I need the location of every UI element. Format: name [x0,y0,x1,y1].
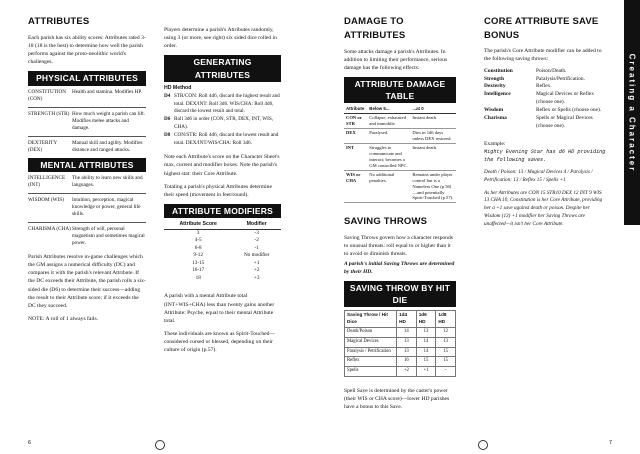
mods-row [164,229,281,237]
attribute-description: Strength of will, personal magnetism and sometimes magical power. [72,226,145,247]
damage-row-cell: Struggles to communicate and interact; becomes a GM controlled NPC. [367,143,410,170]
damage-row [344,170,456,203]
mods-header: Attribute Score [164,221,232,229]
divider [28,222,146,223]
core-save-attribute: Charisma [484,114,507,121]
hit-header: 1d6 HD [416,311,436,328]
core-save-attribute: Intelligence [484,91,511,98]
character-sheet-note: Note each Attribute's score on the Character Sheet's max, current and modifier boxes. Note the parish's highest stat: their Core Attribute. [164,154,280,177]
hit-row-cell: Magical Devices [345,337,397,347]
resolve-text: Parish Attributes resolve in-game challenges which the GM assigns a numerical difficulty (DC) and compares it with the parish's relevant Attribute. If the DC exceeds their Attribute, the parish rolls a six-sided die (D6) to determine their success—adding the result to their Attribute score; if it exceeds the DC they succeed. [28,254,146,309]
hd-method-text: Roll 3d6 in order (CON, STR, DEX, INT, WIS, CHA). [174,116,274,130]
attribute-damage-bar: ATTRIBUTE DAMAGE TABLE [344,77,456,104]
attribute-name: STRENGTH (STR) [28,110,70,117]
attribute-entry [28,140,146,154]
generating-attributes-bar: GENERATING ATTRIBUTES [164,55,281,82]
hit-row-cell: 15 [436,357,456,367]
attribute-entry [28,197,146,218]
hit-row-cell: 13 [416,328,436,338]
attribute-name: DEXTERITY (DEX) [28,139,57,153]
right-column-1 [344,15,456,416]
note-text: NOTE: A roll of 1 always fails. [28,315,99,322]
damage-row-cell: Dies in 1d6 days unless DEX restored. [410,128,456,143]
attribute-description: Intuition, perception, magical knowledge or power, general life skills. [72,196,141,217]
damage-header: Below 5... [367,106,410,113]
hit-row-cell: 15 [436,347,456,357]
hit-row [345,367,456,377]
middle-column [164,26,281,359]
damage-row [344,143,456,170]
mods-row [164,252,281,260]
hit-row [345,328,456,338]
page-number-right: 7 [608,440,612,446]
damage-row-cell: Instant death. [410,113,456,128]
divider [28,107,146,108]
hit-row-cell: 13 [397,337,417,347]
mods-row-cell: 4-5 [194,237,202,244]
mods-row [164,260,281,268]
damage-row-cell: DEX [344,128,367,143]
hit-row-cell: 13 [397,347,417,357]
damage-row [344,113,456,128]
attribute-name: CHARISMA (CHA) [28,226,71,233]
damage-header: Attribute [344,106,367,113]
core-save-value: Poison/Death. [536,67,567,74]
hit-header: 1d8 HD [436,311,456,328]
mods-row [164,275,281,283]
hit-header: 1d4 HD [397,311,417,328]
core-attribute-intro: The parish's Core Attribute modifier can be added to the following saving throws: [484,47,602,62]
mods-row-cell: +2 [253,267,260,274]
generating-intro: Players determine a parish's Attributes randomly, using 3 (or more, see right) six sided dice rolled in order. [164,27,277,50]
hd-method-die: D6 [164,116,171,123]
saving-throws-bold: A parish's initial Saving Throws are determined by their HD. [344,260,455,275]
core-save-attribute: Constitution [484,67,513,74]
page-number-left: 6 [28,440,32,446]
mods-row-cell: 16-17 [192,267,205,274]
saving-throws-text: Saving Throws govern how a character responds to unusual threats: roll equal to or higher than it to avoid or diminish threats. [344,235,453,258]
core-attribute-title: CORE ATTRIBUTE SAVE BONUS [484,16,599,41]
mental-attributes-list [28,175,146,247]
core-save-row [484,91,606,107]
core-save-value: Spells or Magical Devices (choose one). [536,114,593,129]
hit-row-cell: 14 [416,337,436,347]
physical-attributes-list [28,89,146,154]
example-label: Example: [484,141,506,148]
speed-text: Totaling a parish's physical Attributes determine their speed (movement in feet/round). [164,183,272,198]
attributes-title: ATTRIBUTES [28,16,90,27]
core-save-row [484,68,606,76]
attribute-entry [28,111,146,132]
attribute-modifiers-table [164,221,281,282]
mods-row-cell: 3 [196,229,200,236]
mods-row-cell: 9-12 [193,252,203,259]
damage-row-cell: No additional penalties. [367,170,410,203]
damage-title: DAMAGE TO ATTRIBUTES [344,16,406,41]
hit-row-cell: Death/Poison [345,328,397,338]
hd-method-die: D8 [164,131,171,138]
core-save-attribute: Dexterity [484,83,506,90]
core-save-attribute: Wisdom [484,106,504,113]
divider [28,136,146,137]
attribute-entry [28,89,146,103]
damage-row-cell: Remains under player control but is a Nameless One (p.56)—and potentially Spirit-Touched (p.57). [410,170,456,203]
hit-row-cell: - [436,367,456,377]
mods-row-cell: +1 [253,259,260,266]
saving-throws-title: SAVING THROWS [344,216,428,228]
core-save-value: Reflex or Spells (choose one). [536,106,602,113]
mods-row [164,267,281,275]
hit-row-cell: 14 [416,347,436,357]
ornament-icon [478,440,488,450]
damage-header: ...at 0 [410,106,456,113]
mods-row-cell: -3 [254,229,259,236]
hit-row-cell: Spells [345,367,397,377]
core-save-attribute: Strength [484,75,504,82]
spirit-touched-text: These individuals are known as Spirit-Touched—considered cursed or blessed, depending on their culture of origin (p.57). [164,330,275,354]
hit-row-cell: +1 [416,367,436,377]
mods-header: Modifier [232,221,281,229]
example-saves: Death / Poison: 13 / Magical Devices 4 / Paralysis / Petrification: 13 / Reflex 15 / Spells +1 [484,169,593,183]
physical-attributes-bar: PHYSICAL ATTRIBUTES [28,71,146,85]
attribute-entry [28,226,146,247]
core-save-row [484,107,606,115]
psyche-text: A parish with a mental Attribute total (INT+WIS+CHA) less than twenty gains another Attribute: Psyche, equal to their mental Attribute total. [164,293,275,324]
damage-row-cell: Paralysed. [367,128,410,143]
mods-row-cell: 6-8 [194,244,202,251]
mods-row-cell: +3 [253,274,260,281]
hit-row [345,337,456,347]
saving-throw-hit-die-bar: SAVING THROW BY HIT DIE [344,281,456,308]
hd-method-row [164,93,281,116]
mods-row-cell: 13-15 [192,259,205,266]
core-save-value: Paralysis/Petrification. [536,75,585,82]
mods-row-cell: 18 [195,274,201,281]
damage-row-cell: CON or STR [344,113,367,128]
attribute-description: Health and stamina. Modifies HP. [72,88,143,95]
saving-throw-table [344,310,456,377]
attribute-name: WISDOM (WIS) [28,196,64,203]
mods-row-cell: -2 [254,237,259,244]
hit-row-cell: 14 [397,328,417,338]
hd-method-header: HD Method [164,84,192,91]
attributes-intro: Each parish has six ability scores: Attributes rated 3-18 (18 is the best) to determine how well the parish performs against the proto-neolithic world's challenges. [28,34,146,66]
hd-method-row [164,116,281,132]
hit-row-cell: 13 [436,337,456,347]
core-save-value: Magical Devices or Reflex (choose one). [536,91,594,106]
hd-method-row [164,132,281,148]
damage-row [344,128,456,143]
mods-row-cell: No modifier [243,252,270,259]
hit-row-cell: Reflex [345,357,397,367]
divider [28,193,146,194]
hit-row-cell: 15 [416,357,436,367]
damage-row-cell: Collapse, exhausted and immobile. [367,113,410,128]
attribute-entry [28,175,146,189]
hit-row [345,357,456,367]
hit-row-cell: Paralysis / Petrification [345,347,397,357]
left-column [28,15,146,328]
ornament-icon [155,440,165,450]
mods-row [164,237,281,245]
chapter-side-tab [624,0,640,225]
hd-method-text: CON/STR: Roll 4d6, discard the lowest result and total. DEX/INT/WIS/CHA: Roll 3d6. [174,131,279,146]
chapter-tab-label: Creating a Character [627,53,637,172]
mental-attributes-bar: MENTAL ATTRIBUTES [28,158,146,172]
attribute-description: The ability to learn new skills and languages. [72,174,143,188]
hd-method-table [164,85,281,147]
attribute-description: How much weight a parish can lift. Modifies melee attacks and damage. [72,110,146,131]
attribute-damage-table [344,106,456,203]
hd-method-die: D4 [164,92,171,99]
right-column-2 [484,15,606,229]
hit-row [345,347,456,357]
damage-row-cell: WIS or CHA [344,170,367,203]
core-save-list [484,68,606,131]
example-text: Mighty Evening Star has d6 HD providing the following saves. [484,149,606,164]
hit-row-cell: 16 [397,357,417,367]
hd-method-text: STR/CON: Roll 4d6, discard the highest result and total. DEX/INT: Roll 3d6. WIS/CHA: Roll 4d6, discard the lowest result and total. [174,92,280,115]
core-save-value: Reflex. [536,83,552,90]
spell-save-text: Spell Save is determined by the caster's power (their WIS or CHA score)—lower HD parishes have a bonus to this Save. [344,388,450,411]
attribute-modifiers-bar: ATTRIBUTE MODIFIERS [164,204,281,218]
hit-row-cell: 12 [436,328,456,338]
attribute-description: Manual skill and agility. Modifies distance and ranged attacks. [72,139,143,153]
damage-row-cell: Instant death. [410,143,456,170]
mods-row-cell: -1 [254,244,259,251]
hit-row-cell: +2 [397,367,417,377]
hit-header: Saving Throw / Hit Dice [345,311,397,328]
damage-intro: Some attacks damage a parish's Attributes. In addition to limiting their performance, serious damage has the following effects: [344,48,448,71]
damage-row-cell: INT [344,143,367,170]
attribute-name: INTELLIGENCE (INT) [28,174,66,188]
attribute-name: CONSTITUTION (CON) [28,88,67,102]
example-attributes: As her Attributes are CON 15 STR10 DEX 12 INT 9 WIS 13 CHA 10, Constitution is her Core Attribute, providing her a +1 save against death or poison. Despite her Wisdom (13) +1 modifier her Saving Throws are unaffected—it isn't her Core Attribute. [484,189,603,227]
core-save-row [484,115,606,131]
